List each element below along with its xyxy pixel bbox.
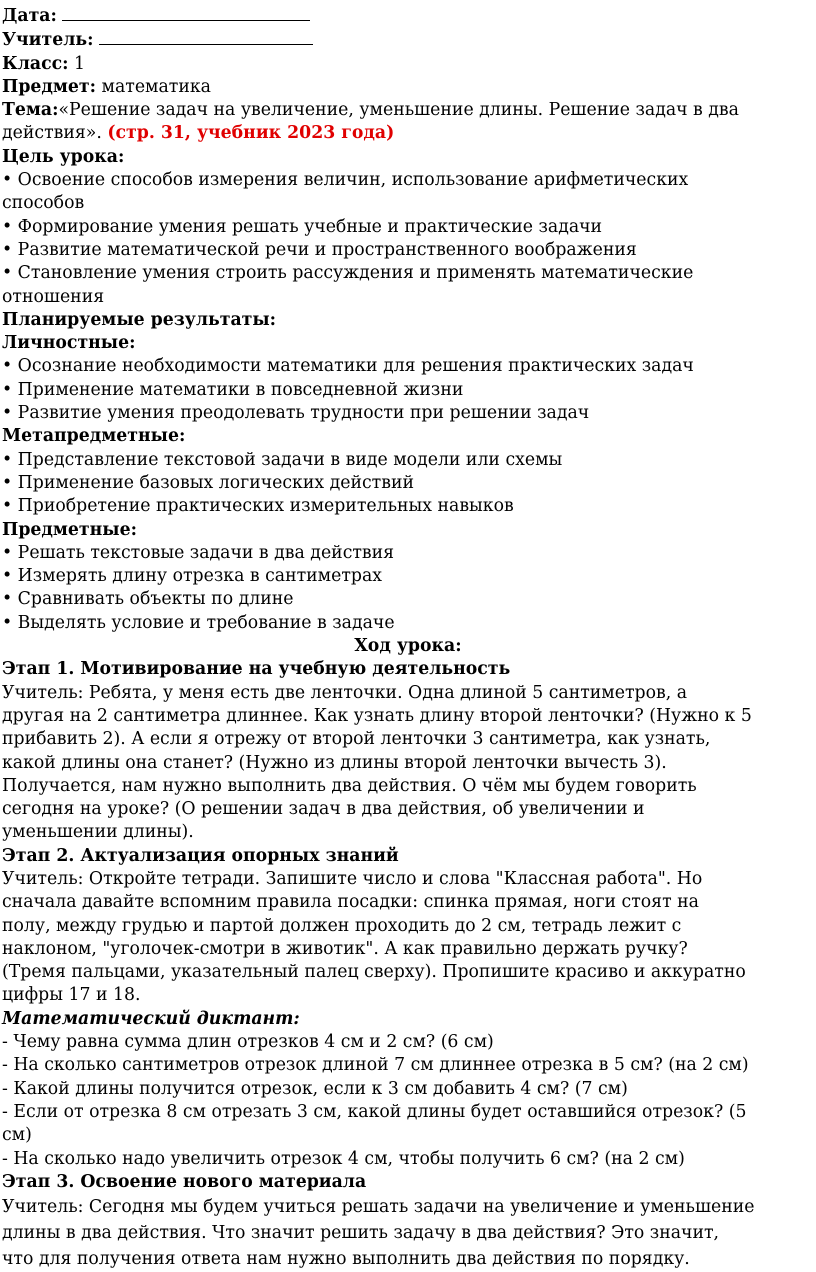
personal-item: • Осознание необходимости математики для решения практических задач (2, 356, 694, 377)
goal-item: отношения (2, 286, 105, 307)
subject-item: • Сравнивать объекты по длине (2, 589, 294, 610)
stage1-text: уменьшении длины). (2, 822, 194, 843)
meta-heading: Метапредметные: (2, 426, 186, 447)
meta-item: • Приобретение практических измерительных навыков (2, 496, 514, 517)
topic-label: Тема: (2, 100, 59, 121)
stage1-text: сегодня на уроке? (О решении задач в два действия, об увеличении и (2, 799, 645, 820)
stage1-text: Получается, нам нужно выполнить два действия. О чём мы будем говорить (2, 775, 697, 796)
stage2-text: цифры 17 и 18. (2, 985, 141, 1006)
meta-item: • Применение базовых логических действий (2, 472, 414, 493)
stage1-text: какой длины она станет? (Нужно из длины второй ленточки вычесть 3). (2, 752, 667, 773)
stage2-text: Учитель: Откройте тетради. Запишите число и слова "Классная работа". Но (2, 868, 703, 889)
subject-value: математика (101, 76, 211, 97)
class-line (2, 53, 814, 76)
subject-item: • Измерять длину отрезка в сантиметрах (2, 566, 383, 587)
stage2-text: сначала давайте вспомним правила посадки: спинка прямая, ноги стоят на (2, 892, 699, 913)
topic-line-2 (2, 122, 814, 145)
dictation-item: - Какой длины получится отрезок, если к 3 см добавить 4 см? (7 см) (2, 1078, 628, 1099)
stage3-title: Этап 3. Освоение нового материала (2, 1171, 367, 1192)
dictation-item: - Если от отрезка 8 см отрезать 3 см, какой длины будет оставшийся отрезок? (5 (2, 1101, 747, 1122)
lesson-heading: Ход урока: (354, 636, 462, 657)
stage2-text: полу, между грудью и партой должен проходить до 2 см, тетрадь лежит с (2, 915, 682, 936)
goal-item: • Развитие математической речи и пространственного воображения (2, 239, 637, 260)
subject-label: Предмет: (2, 76, 97, 97)
personal-item: • Применение математики в повседневной жизни (2, 379, 464, 400)
goal-item: • Становление умения строить рассуждения и применять математические (2, 263, 694, 284)
dictation-heading: Математический диктант: (2, 1008, 300, 1029)
topic-line-1 (2, 99, 814, 122)
teacher-line (2, 28, 814, 52)
stage2-text: (Тремя пальцами, указательный палец сверху). Пропишите красиво и аккуратно (2, 962, 746, 983)
stage3-text: что для получения ответа нам нужно выполнить два действия по порядку. (2, 1249, 690, 1270)
personal-item: • Развитие умения преодолевать трудности при решении задач (2, 403, 590, 424)
stage3-text: Учитель: Сегодня мы будем учиться решать задачи на увеличение и уменьшение (2, 1197, 755, 1218)
goal-item: • Формирование умения решать учебные и практические задачи (2, 216, 603, 237)
stage1-text: прибавить 2). А если я отрежу от второй ленточки 3 сантиметра, как узнать, (2, 729, 711, 750)
goal-item: • Освоение способов измерения величин, использование арифметических (2, 170, 689, 191)
dictation-item: - Чему равна сумма длин отрезков 4 см и 2 см? (6 см) (2, 1032, 494, 1053)
class-label: Класс: (2, 53, 69, 74)
goal-item: способов (2, 193, 85, 214)
date-line (2, 4, 814, 28)
topic-source: (стр. 31, учебник 2023 года) (107, 123, 395, 144)
dictation-item: - На сколько сантиметров отрезок длиной 7 см длиннее отрезка в 5 см? (на 2 см) (2, 1055, 749, 1076)
teacher-label: Учитель: (2, 30, 94, 51)
dictation-item: см) (2, 1125, 32, 1146)
stage1-text: Учитель: Ребята, у меня есть две ленточки. Одна длиной 5 сантиметров, а (2, 682, 688, 703)
dictation-item: - На сколько надо увеличить отрезок 4 см, чтобы получить 6 см? (на 2 см) (2, 1148, 685, 1169)
stage2-text: наклоном, "уголочек-смотри в животик". А как правильно держать ручку? (2, 938, 688, 959)
subject-results-heading: Предметные: (2, 519, 137, 540)
goals-heading: Цель урока: (2, 146, 125, 167)
subject-line (2, 76, 814, 99)
class-value: 1 (74, 53, 86, 74)
stage2-title: Этап 2. Актуализация опорных знаний (2, 845, 399, 866)
personal-heading: Личностные: (2, 333, 136, 354)
stage3-text: длины в два действия. Что значит решить задачу в два действия? Это значит, (2, 1223, 720, 1244)
date-label: Дата: (2, 6, 57, 26)
stage1-title: Этап 1. Мотивирование на учебную деятельность (2, 659, 511, 680)
subject-item: • Выделять условие и требование в задаче (2, 612, 395, 633)
topic-value-1: «Решение задач на увеличение, уменьшение длины. Решение задач в два (58, 100, 739, 121)
meta-item: • Представление текстовой задачи в виде модели или схемы (2, 449, 563, 470)
teacher-blank (99, 28, 313, 45)
results-heading: Планируемые результаты: (2, 309, 277, 330)
stage1-text: другая на 2 сантиметра длиннее. Как узнать длину второй ленточки? (Нужно к 5 (2, 705, 752, 726)
subject-item: • Решать текстовые задачи в два действия (2, 542, 395, 563)
topic-value-2: действия». (2, 123, 102, 144)
date-blank (62, 4, 310, 21)
